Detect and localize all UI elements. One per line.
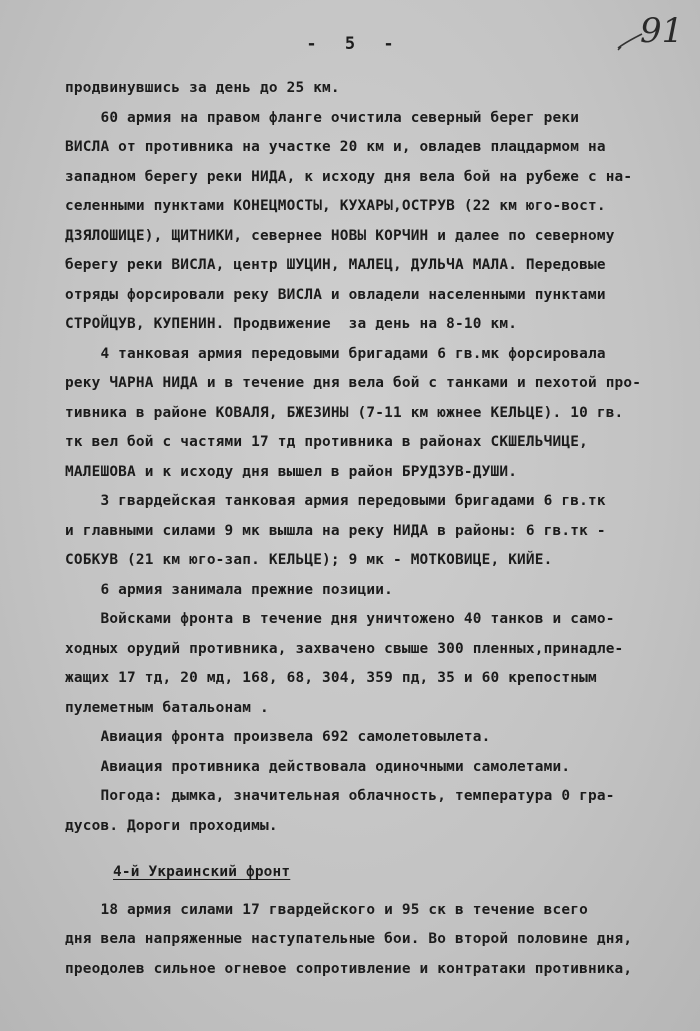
section-heading: 4-й Украинский фронт: [113, 864, 291, 880]
text-line: ВИСЛА от противника на участке 20 км и, овладев плацдармом на: [65, 139, 606, 155]
page-number: - 5 -: [306, 34, 394, 54]
text-line: ДЗЯЛОШИЦЕ), ЩИТНИКИ, севернее НОВЫ КОРЧИН и далее по северному: [65, 227, 615, 244]
text-line: западном берегу реки НИДА, к исходу дня вела бой на рубеже с на-: [65, 168, 633, 185]
text-line: 60 армия на правом фланге очистила северный берег реки: [65, 109, 580, 126]
text-line: берегу реки ВИСЛА, центр ШУЦИН, МАЛЕЦ, ДУЛЬЧА МАЛА. Передовые: [65, 257, 606, 273]
text-line: МАЛЕШОВА и к исходу дня вышел в район БРУДЗУВ-ДУШИ.: [65, 463, 518, 480]
text-line: пулеметным батальонам .: [65, 699, 269, 716]
text-line: 4 танковая армия передовыми бригадами 6 гв.мк форсировала: [65, 345, 606, 362]
text-line: тивника в районе КОВАЛЯ, БЖЕЗИНЫ (7-11 км южнее КЕЛЬЦЕ). 10 гв.: [65, 404, 624, 421]
section-gap: [65, 888, 675, 896]
archive-mark-text: 91: [640, 11, 682, 51]
text-line: Войсками фронта в течение дня уничтожено 40 танков и само-: [65, 611, 615, 627]
text-line: и главными силами 9 мк вышла на реку НИДА в районы: 6 гв.тк -: [65, 522, 606, 539]
text-line: Авиация противника действовала одиночными самолетами.: [65, 758, 571, 775]
report-body: [65, 74, 675, 984]
text-line: 6 армия занимала прежние позиции.: [65, 581, 393, 598]
text-line: СОБКУВ (21 км юго-зап. КЕЛЬЦЕ); 9 мк - МОТКОВИЦЕ, КИЙЕ.: [65, 552, 553, 568]
text-line: жащих 17 тд, 20 мд, 168, 68, 304, 359 пд, 35 и 60 крепостным: [65, 670, 597, 686]
text-line: 18 армия силами 17 гвардейского и 95 ск в течение всего: [65, 901, 588, 918]
text-line: преодолев сильное огневое сопротивление и контратаки противника,: [65, 960, 633, 977]
handwritten-page-number-icon: [612, 2, 682, 62]
text-line: реку ЧАРНА НИДА и в течение дня вела бой с танками и пехотой про-: [65, 375, 642, 391]
text-line: Авиация фронта произвела 692 самолетовылета.: [65, 729, 491, 745]
text-line: тк вел бой с частями 17 тд противника в районах СКШЕЛЬЧИЦЕ,: [65, 434, 588, 450]
text-line: отряды форсировали реку ВИСЛА и овладели населенными пунктами: [65, 286, 606, 303]
text-line: ходных орудий противника, захвачено свыше 300 пленных,принадле-: [65, 640, 624, 657]
text-line: продвинувшись за день до 25 км.: [65, 80, 340, 96]
text-line: селенными пунктами КОНЕЦМОСТЫ, КУХАРЫ,ОСТРУВ (22 км юго-вост.: [65, 198, 606, 214]
text-line: дусов. Дороги проходимы.: [65, 817, 278, 834]
text-line: 3 гвардейская танковая армия передовыми бригадами 6 гв.тк: [65, 493, 606, 509]
text-line: СТРОЙЦУВ, КУПЕНИН. Продвижение за день на 8-10 км.: [65, 316, 518, 332]
archive-page-mark: [612, 2, 682, 62]
section-gap: [65, 841, 675, 858]
text-line: дня вела напряженные наступательные бои. Во второй половине дня,: [65, 931, 633, 947]
text-line: Погода: дымка, значительная облачность, температура 0 гра-: [65, 788, 615, 804]
